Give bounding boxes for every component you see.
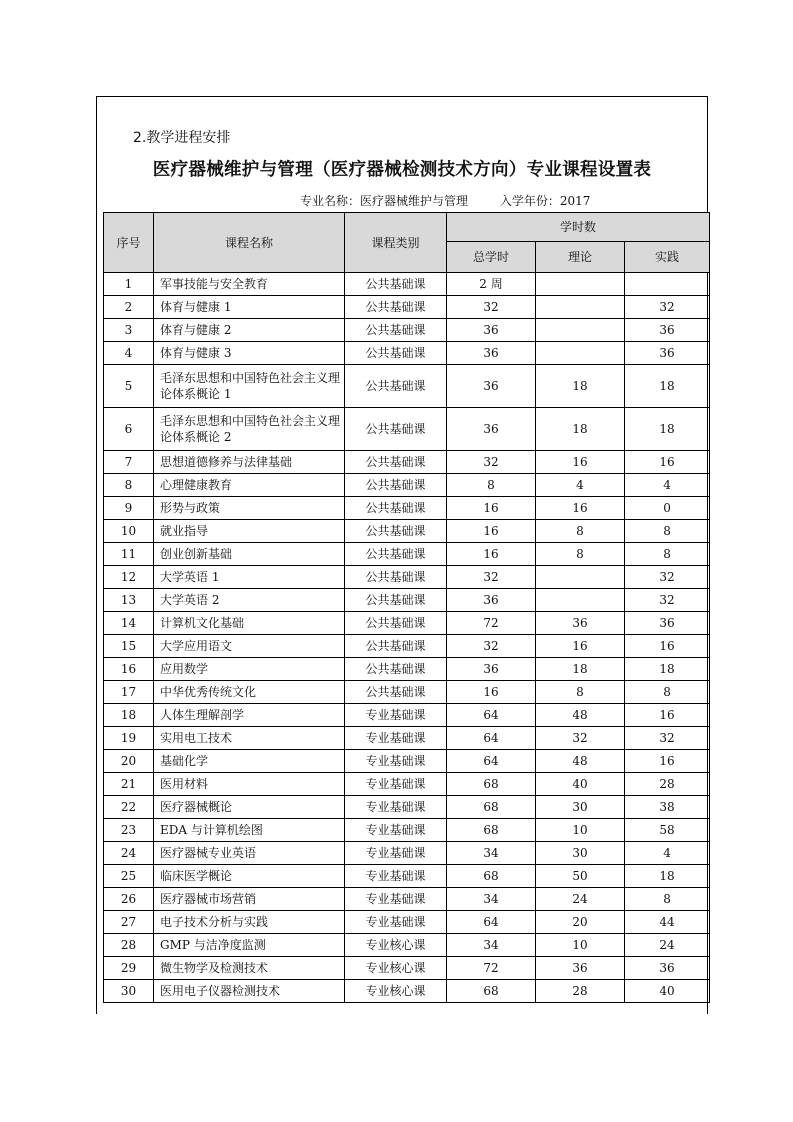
- cell-total: 68: [447, 796, 536, 819]
- cell-total: 64: [447, 727, 536, 750]
- cell-name: 毛泽东思想和中国特色社会主义理论体系概论 1: [154, 365, 345, 408]
- cell-seq: 30: [104, 980, 154, 1003]
- table-row: [104, 888, 710, 911]
- cell-total: 16: [447, 681, 536, 704]
- cell-name: 临床医学概论: [154, 865, 345, 888]
- cell-category: 专业基础课: [345, 911, 447, 934]
- header-theory: 理论: [536, 242, 625, 273]
- cell-seq: 26: [104, 888, 154, 911]
- cell-seq: 12: [104, 566, 154, 589]
- cell-name: 应用数学: [154, 658, 345, 681]
- header-hours: 学时数: [447, 213, 710, 242]
- cell-theory: 16: [536, 635, 625, 658]
- major-name: 专业名称：医疗器械维护与管理: [300, 194, 469, 208]
- cell-practice: 24: [625, 934, 710, 957]
- table-row: [104, 319, 710, 342]
- cell-category: 专业基础课: [345, 773, 447, 796]
- cell-category: 专业核心课: [345, 934, 447, 957]
- cell-practice: 18: [625, 365, 710, 408]
- cell-category: 公共基础课: [345, 342, 447, 365]
- cell-total: 34: [447, 934, 536, 957]
- cell-theory: 8: [536, 681, 625, 704]
- table-row: [104, 658, 710, 681]
- cell-category: 专业核心课: [345, 957, 447, 980]
- cell-total: 36: [447, 319, 536, 342]
- cell-practice: 32: [625, 727, 710, 750]
- cell-total: 34: [447, 842, 536, 865]
- cell-category: 公共基础课: [345, 273, 447, 296]
- table-row: [104, 612, 710, 635]
- cell-total: 8: [447, 474, 536, 497]
- cell-name: 大学英语 1: [154, 566, 345, 589]
- cell-total: 72: [447, 612, 536, 635]
- cell-seq: 9: [104, 497, 154, 520]
- cell-total: 2 周: [447, 273, 536, 296]
- cell-category: 公共基础课: [345, 365, 447, 408]
- cell-seq: 3: [104, 319, 154, 342]
- cell-seq: 11: [104, 543, 154, 566]
- enrollment-year: 入学年份：2017: [499, 194, 591, 208]
- cell-seq: 16: [104, 658, 154, 681]
- table-meta: [300, 192, 618, 209]
- cell-total: 32: [447, 296, 536, 319]
- cell-practice: 40: [625, 980, 710, 1003]
- cell-theory: 40: [536, 773, 625, 796]
- cell-practice: [625, 273, 710, 296]
- cell-total: 64: [447, 750, 536, 773]
- cell-category: 专业基础课: [345, 796, 447, 819]
- cell-total: 72: [447, 957, 536, 980]
- cell-total: 16: [447, 520, 536, 543]
- cell-name: 军事技能与安全教育: [154, 273, 345, 296]
- cell-name: 中华优秀传统文化: [154, 681, 345, 704]
- cell-category: 公共基础课: [345, 520, 447, 543]
- cell-seq: 20: [104, 750, 154, 773]
- table-row: [104, 365, 710, 408]
- table-row: [104, 727, 710, 750]
- cell-practice: 18: [625, 865, 710, 888]
- cell-seq: 8: [104, 474, 154, 497]
- cell-seq: 25: [104, 865, 154, 888]
- cell-name: 体育与健康 3: [154, 342, 345, 365]
- table-row: [104, 842, 710, 865]
- cell-category: 公共基础课: [345, 612, 447, 635]
- table-row: [104, 451, 710, 474]
- cell-theory: 50: [536, 865, 625, 888]
- table-row: [104, 497, 710, 520]
- cell-category: 公共基础课: [345, 635, 447, 658]
- table-row: [104, 342, 710, 365]
- cell-seq: 7: [104, 451, 154, 474]
- cell-seq: 24: [104, 842, 154, 865]
- cell-category: 公共基础课: [345, 319, 447, 342]
- cell-total: 68: [447, 773, 536, 796]
- cell-seq: 13: [104, 589, 154, 612]
- cell-category: 公共基础课: [345, 589, 447, 612]
- section-heading: 2.教学进程安排: [133, 130, 231, 146]
- cell-practice: 8: [625, 543, 710, 566]
- cell-theory: 32: [536, 727, 625, 750]
- cell-total: 36: [447, 342, 536, 365]
- table-row: [104, 934, 710, 957]
- cell-theory: 8: [536, 520, 625, 543]
- cell-seq: 6: [104, 408, 154, 451]
- cell-theory: 10: [536, 934, 625, 957]
- cell-practice: 44: [625, 911, 710, 934]
- cell-theory: 36: [536, 957, 625, 980]
- cell-theory: [536, 296, 625, 319]
- cell-practice: 32: [625, 566, 710, 589]
- cell-theory: 18: [536, 365, 625, 408]
- cell-name: 医用材料: [154, 773, 345, 796]
- cell-practice: 32: [625, 589, 710, 612]
- cell-category: 专业核心课: [345, 980, 447, 1003]
- cell-seq: 4: [104, 342, 154, 365]
- table-row: [104, 408, 710, 451]
- cell-category: 专业基础课: [345, 819, 447, 842]
- cell-practice: 36: [625, 319, 710, 342]
- cell-seq: 29: [104, 957, 154, 980]
- cell-practice: 18: [625, 408, 710, 451]
- cell-name: 大学应用语文: [154, 635, 345, 658]
- page-title: 医疗器械维护与管理（医疗器械检测技术方向）专业课程设置表: [152, 160, 652, 180]
- cell-theory: 18: [536, 658, 625, 681]
- cell-name: 大学英语 2: [154, 589, 345, 612]
- cell-seq: 10: [104, 520, 154, 543]
- cell-seq: 14: [104, 612, 154, 635]
- cell-practice: 16: [625, 750, 710, 773]
- cell-name: 就业指导: [154, 520, 345, 543]
- cell-name: 体育与健康 2: [154, 319, 345, 342]
- cell-name: 基础化学: [154, 750, 345, 773]
- cell-seq: 1: [104, 273, 154, 296]
- cell-category: 公共基础课: [345, 566, 447, 589]
- course-table: [103, 212, 710, 1003]
- cell-theory: 10: [536, 819, 625, 842]
- cell-practice: 16: [625, 704, 710, 727]
- cell-total: 68: [447, 819, 536, 842]
- cell-theory: 16: [536, 451, 625, 474]
- cell-name: EDA 与计算机绘图: [154, 819, 345, 842]
- header-seq: 序号: [104, 213, 154, 273]
- cell-total: 16: [447, 497, 536, 520]
- cell-practice: 38: [625, 796, 710, 819]
- cell-seq: 21: [104, 773, 154, 796]
- cell-total: 64: [447, 911, 536, 934]
- cell-category: 公共基础课: [345, 451, 447, 474]
- cell-practice: 36: [625, 957, 710, 980]
- table-row: [104, 589, 710, 612]
- cell-theory: 16: [536, 497, 625, 520]
- header-total: 总学时: [447, 242, 536, 273]
- cell-theory: [536, 566, 625, 589]
- cell-category: 专业基础课: [345, 888, 447, 911]
- cell-seq: 22: [104, 796, 154, 819]
- cell-total: 16: [447, 543, 536, 566]
- cell-theory: [536, 589, 625, 612]
- cell-theory: 36: [536, 612, 625, 635]
- table-row: [104, 980, 710, 1003]
- cell-total: 68: [447, 865, 536, 888]
- cell-practice: 32: [625, 296, 710, 319]
- cell-practice: 8: [625, 888, 710, 911]
- cell-category: 公共基础课: [345, 543, 447, 566]
- cell-category: 专业基础课: [345, 750, 447, 773]
- cell-name: 毛泽东思想和中国特色社会主义理论体系概论 2: [154, 408, 345, 451]
- cell-name: 形势与政策: [154, 497, 345, 520]
- cell-name: 实用电工技术: [154, 727, 345, 750]
- cell-name: 体育与健康 1: [154, 296, 345, 319]
- table-row: [104, 865, 710, 888]
- cell-category: 公共基础课: [345, 474, 447, 497]
- table-row: [104, 520, 710, 543]
- cell-total: 36: [447, 365, 536, 408]
- cell-seq: 28: [104, 934, 154, 957]
- cell-total: 36: [447, 658, 536, 681]
- table-row: [104, 911, 710, 934]
- cell-practice: 16: [625, 451, 710, 474]
- cell-name: 医疗器械专业英语: [154, 842, 345, 865]
- cell-practice: 28: [625, 773, 710, 796]
- cell-theory: 18: [536, 408, 625, 451]
- header-practice: 实践: [625, 242, 710, 273]
- cell-category: 专业基础课: [345, 842, 447, 865]
- cell-total: 64: [447, 704, 536, 727]
- cell-name: 计算机文化基础: [154, 612, 345, 635]
- cell-seq: 23: [104, 819, 154, 842]
- cell-practice: 4: [625, 842, 710, 865]
- cell-seq: 15: [104, 635, 154, 658]
- cell-practice: 36: [625, 342, 710, 365]
- cell-seq: 19: [104, 727, 154, 750]
- cell-total: 34: [447, 888, 536, 911]
- cell-name: 微生物学及检测技术: [154, 957, 345, 980]
- cell-category: 专业基础课: [345, 865, 447, 888]
- cell-theory: 24: [536, 888, 625, 911]
- cell-theory: [536, 342, 625, 365]
- cell-seq: 18: [104, 704, 154, 727]
- cell-theory: 8: [536, 543, 625, 566]
- cell-total: 32: [447, 451, 536, 474]
- cell-practice: 0: [625, 497, 710, 520]
- cell-name: 人体生理解剖学: [154, 704, 345, 727]
- cell-theory: 28: [536, 980, 625, 1003]
- cell-theory: 20: [536, 911, 625, 934]
- cell-total: 36: [447, 408, 536, 451]
- cell-practice: 58: [625, 819, 710, 842]
- cell-total: 32: [447, 566, 536, 589]
- table-row: [104, 819, 710, 842]
- table-row: [104, 296, 710, 319]
- cell-seq: 5: [104, 365, 154, 408]
- cell-category: 专业基础课: [345, 727, 447, 750]
- cell-theory: 48: [536, 704, 625, 727]
- cell-theory: 30: [536, 842, 625, 865]
- cell-category: 公共基础课: [345, 296, 447, 319]
- cell-name: 心理健康教育: [154, 474, 345, 497]
- table-row: [104, 474, 710, 497]
- cell-practice: 8: [625, 681, 710, 704]
- cell-category: 公共基础课: [345, 658, 447, 681]
- cell-total: 32: [447, 635, 536, 658]
- table-row: [104, 273, 710, 296]
- cell-practice: 16: [625, 635, 710, 658]
- cell-practice: 36: [625, 612, 710, 635]
- course-table-body: [104, 273, 710, 1003]
- cell-total: 68: [447, 980, 536, 1003]
- cell-seq: 2: [104, 296, 154, 319]
- cell-theory: 30: [536, 796, 625, 819]
- cell-category: 公共基础课: [345, 408, 447, 451]
- cell-name: GMP 与洁净度监测: [154, 934, 345, 957]
- table-row: [104, 681, 710, 704]
- cell-category: 公共基础课: [345, 497, 447, 520]
- cell-theory: [536, 273, 625, 296]
- table-row: [104, 750, 710, 773]
- table-row: [104, 543, 710, 566]
- table-row: [104, 957, 710, 980]
- header-name: 课程名称: [154, 213, 345, 273]
- cell-category: 公共基础课: [345, 681, 447, 704]
- cell-seq: 17: [104, 681, 154, 704]
- table-row: [104, 796, 710, 819]
- table-row: [104, 635, 710, 658]
- cell-theory: [536, 319, 625, 342]
- header-category: 课程类别: [345, 213, 447, 273]
- cell-name: 创业创新基础: [154, 543, 345, 566]
- cell-name: 医用电子仪器检测技术: [154, 980, 345, 1003]
- cell-seq: 27: [104, 911, 154, 934]
- cell-total: 36: [447, 589, 536, 612]
- cell-practice: 4: [625, 474, 710, 497]
- cell-name: 医疗器械概论: [154, 796, 345, 819]
- cell-theory: 48: [536, 750, 625, 773]
- cell-name: 思想道德修养与法律基础: [154, 451, 345, 474]
- cell-name: 医疗器械市场营销: [154, 888, 345, 911]
- table-row: [104, 773, 710, 796]
- table-row: [104, 704, 710, 727]
- table-row: [104, 566, 710, 589]
- cell-practice: 18: [625, 658, 710, 681]
- cell-category: 专业基础课: [345, 704, 447, 727]
- cell-theory: 4: [536, 474, 625, 497]
- cell-name: 电子技术分析与实践: [154, 911, 345, 934]
- cell-practice: 8: [625, 520, 710, 543]
